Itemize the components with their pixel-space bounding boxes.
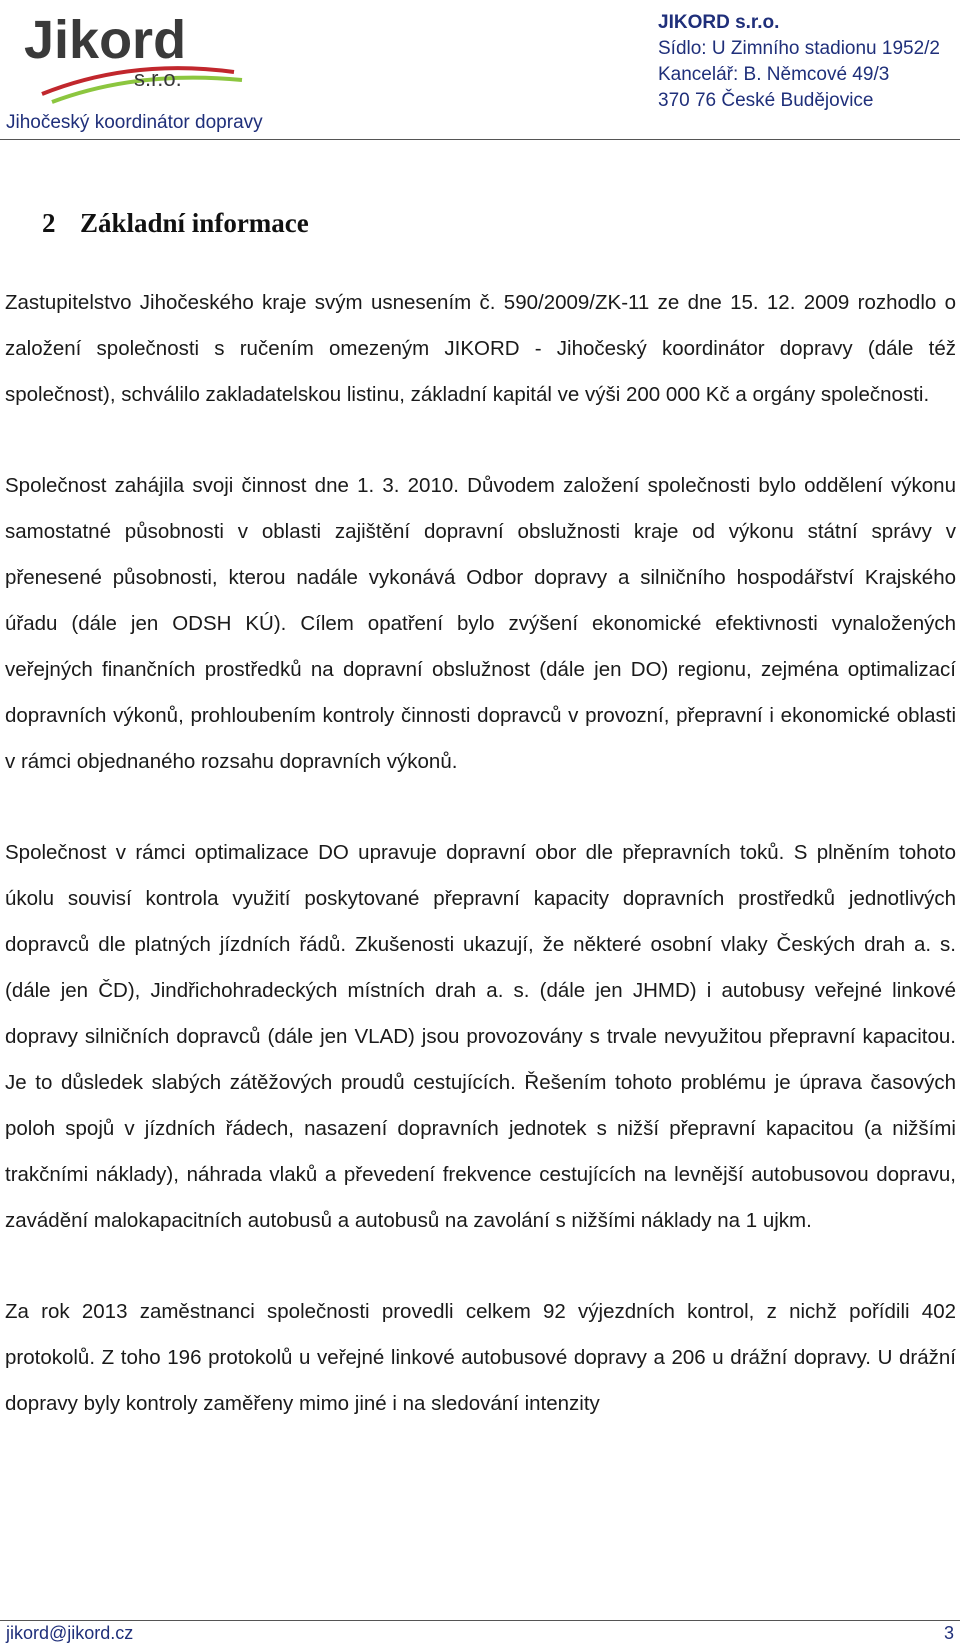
- jikord-logo: [22, 10, 252, 110]
- document-body: [5, 280, 956, 1472]
- paragraph-1: Zastupitelstvo Jihočeského kraje svým usnesením č. 590/2009/ZK-11 ze dne 15. 12. 2009 rozhodlo o založení společnosti s ručením omezeným JIKORD - Jihočeský koordinátor dopravy (dále též společnost), schválilo zakladatelskou listinu, základní kapitál ve výši 200 000 Kč a orgány společnosti.: [5, 291, 956, 406]
- page-footer: [0, 1620, 960, 1646]
- company-address: [658, 10, 940, 114]
- section-heading: [42, 208, 309, 239]
- section-title-text: Základní informace: [80, 208, 309, 238]
- logo-sub: s.r.o.: [134, 66, 182, 91]
- company-tagline: Jihočeský koordinátor dopravy: [6, 112, 263, 133]
- page-header: [0, 0, 960, 140]
- paragraph-3: Společnost v rámci optimalizace DO upravuje dopravní obor dle přepravních toků. S plněním tohoto úkolu souvisí kontrola využití poskytované přepravní kapacity dopravních prostředků jednotlivých dopravců dle platných jízdních řádů. Zkušenosti ukazují, že některé osobní vlaky Českých drah a. s. (dále jen ČD), Jindřichohradeckých místních drah a. s. (dále jen JHMD) i autobusy veřejné linkové dopravy silničních dopravců (dále jen VLAD) jsou provozovány s trvale nevyužitou přepravní kapacitou. Je to důsledek slabých zátěžových proudů cestujících. Řešením tohoto problému je úprava časových poloh spojů v jízdních řádech, nasazení dopravních jednotek s nižší přepravní kapacitou (a nižšími trakčními náklady), náhrada vlaků a převedení frekvence cestujících na levnější autobusovou dopravu, zavádění malokapacitních autobusů a autobusů na zavolání s nižšími náklady na 1 ujkm.: [5, 841, 956, 1232]
- logo-text: Jikord: [24, 10, 187, 70]
- page-number: 3: [943, 1623, 954, 1643]
- company-name: JIKORD s.r.o.: [658, 12, 780, 33]
- address-line-3: 370 76 České Budějovice: [658, 90, 874, 111]
- paragraph-4: Za rok 2013 zaměstnanci společnosti provedli celkem 92 výjezdních kontrol, z nichž pořídili 402 protokolů. Z toho 196 protokolů u veřejné linkové autobusové dopravy a 206 u drážní dopravy. U drážní dopravy byly kontroly zaměřeny mimo jiné i na sledování intenzity: [5, 1300, 956, 1415]
- address-line-2: Kancelář: B. Němcové 49/3: [658, 64, 890, 85]
- paragraph-2: Společnost zahájila svoji činnost dne 1. 3. 2010. Důvodem založení společnosti bylo oddělení výkonu samostatné působnosti v oblasti zajištění dopravní obslužnosti kraje od výkonu státní správy v přenesené působnosti, kterou nadále vykonává Odbor dopravy a silničního hospodářství Krajského úřadu (dále jen ODSH KÚ). Cílem opatření bylo zvýšení ekonomické efektivnosti vynaložených veřejných finančních prostředků na dopravní obslužnost (dále jen DO) regionu, zejména optimalizací dopravních výkonů, prohloubením kontroly činnosti dopravců v provozní, přepravní i ekonomické oblasti v rámci objednaného rozsahu dopravních výkonů.: [5, 474, 956, 773]
- address-line-1: Sídlo: U Zimního stadionu 1952/2: [658, 38, 941, 59]
- footer-email-link[interactable]: jikord@jikord.cz: [6, 1623, 134, 1643]
- section-number: 2: [42, 208, 56, 238]
